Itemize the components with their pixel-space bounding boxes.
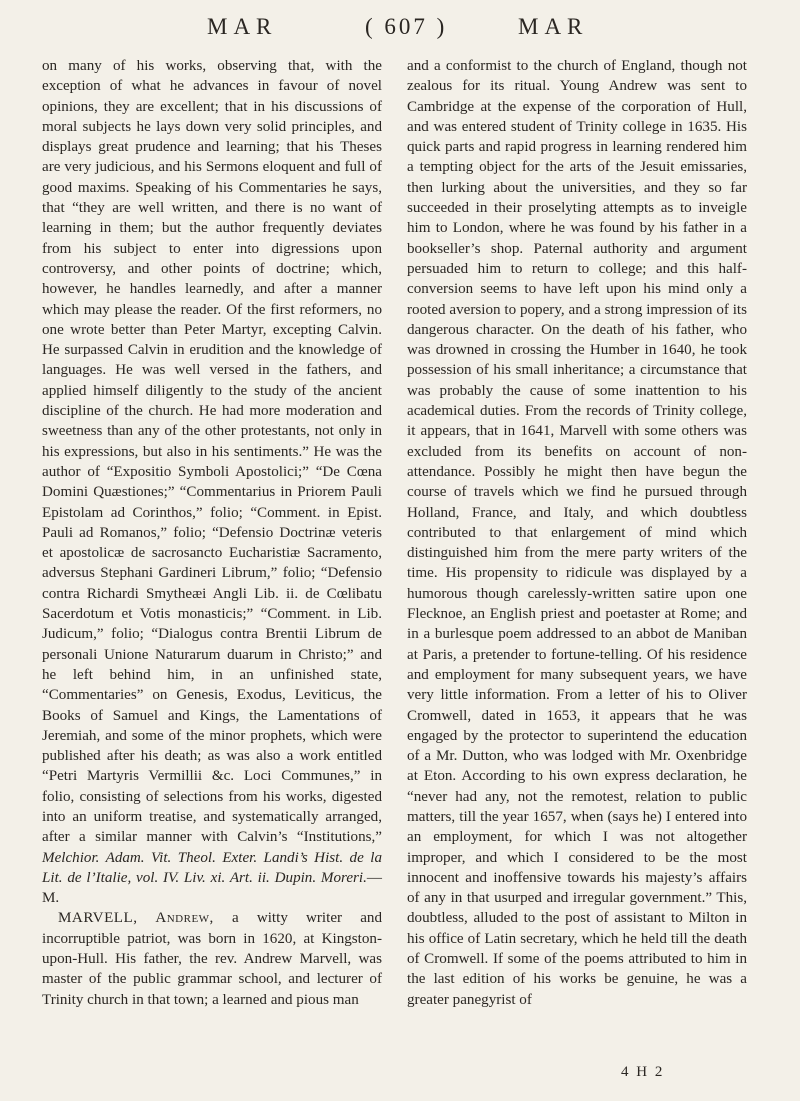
signature-mark: 4 H 2 xyxy=(621,1064,665,1080)
entry-headword: MARVELL, Andrew, xyxy=(58,910,214,927)
left-paragraph-martyr xyxy=(42,56,382,908)
header-left-word: MAR xyxy=(207,14,278,39)
martyr-citation: Melchior. Adam. Vit. Theol. Exter. Landi’s Hist. de la Lit. de l’Italie, vol. IV. Liv. xi. Art. ii. Dupin. Moreri. xyxy=(42,849,382,886)
header-right-word: MAR xyxy=(518,14,589,39)
right-paragraph-marvell: and a conformist to the church of England, though not zealous for its ritual. Young Andrew was sent to Cambridge at the expense of the corporation of Hull, and was entered student of Trinity college in 1635. His quick parts and rapid progress in learning rendered him a tempting object for the arts of the Jesuit emissaries, then lurking about the universities, and they so far succeeded in their proselyting attempts as to inveigle him to London, where he was found by his father in a bookseller’s shop. Paternal authority and argument persuaded him to return to college; and this half-conversion seems to have left upon his mind only a rooted aversion to popery, and a strong impression of its dangerous character. On the death of his father, who was drowned in crossing the Humber in 1640, he took possession of his small inheritance; a circumstance that was probably the cause of some inattention to his academical duties. From the records of Trinity college, it appears, that in 1641, Marvell with some others was excluded from its benefits on account of non-attendance. Possibly he might then have begun the course of travels which we find he pursued through Holland, France, and Italy, and which doubtless contributed to that enlargement of mind which distinguished him from the mere party writers of the time. His propensity to ridicule was displayed by a humorous though carelessly-written satire upon one Flecknoe, an English priest and poetaster at Rome; and in a burlesque poem addressed to an abbot de Maniban at Paris, a pretender to fortune-telling. Of his residence and employment for many subsequent years, we have very little information. From a letter of his to Oliver Cromwell, dated in 1653, it appears that he was engaged by the protector to superintend the education of a Mr. Dutton, who was lodged with Mr. Oxenbridge at Eton. According to his own express declaration, he “never had any, not the remotest, relation to public matters, till the year 1657, when (says he) I entered into an employment, for which I was not altogether improper, and which I considered to be the most innocent and inoffensive towards his majesty’s affairs of any in that usurped and irregular government.” This, doubtless, alluded to the post of assistant to Milton in his office of Latin secretary, which he held till the death of Cromwell. If some of the poems attributed to him in the last edition of his works be genuine, he was a greater panegyrist of xyxy=(407,58,747,1008)
page-number: ( 607 ) xyxy=(365,14,448,39)
martyr-text: on many of his works, observing that, with the exception of what he advances in favour of novel opinions, they are excellent; that in his discussions of moral subjects he lays down very solid principles, and displays great prudence and learning; that his Theses are very judicious, and his Sermons eloquent and full of good maxims. Speaking of his Commentaries he says, that “they are well written, and there is no want of learning in them; but the author frequently deviates from his subject to enter into digressions upon controversy, and other points of doctrine; which, however, he handles learnedly, and after a manner which may please the reader. Of the first reformers, no one wrote better than Peter Martyr, excepting Calvin. He surpassed Calvin in erudition and the knowledge of languages. He was well versed in the fathers, and applied himself diligently to the study of the ancient discipline of the church. He had more moderation and sweetness than any of the other protestants, not only in his expressions, but also in his sentiments.” He was the author of “Expositio Symboli Apostolici;” “De Cœna Domini Quæstiones;” “Commentarius in Priorem Pauli Epistolam ad Corinthos,” folio; “Comment. in Epist. Pauli ad Romanos,” folio; “Defensio Doctrinæ veteris et apostolicæ de sacrosancto Eucharistiæ Sacramento, adversus Stephani Gardineri Librum,” folio; “Defensio contra Richardi Smytheæi Angli Lib. ii. de Cœlibatu Sacerdotum et Votis monasticis;” “Comment. in Lib. Judicum,” folio; “Dialogus contra Brentii Librum de personali Unione Naturarum duarum in Christo;” and he left behind him, in an unfinished state, “Commentaries” on Genesis, Exodus, Leviticus, the Books of Samuel and Kings, the Lamentations of Jeremiah, and some of the minor prophets, which were published after his death; as was also a work entitled “Petri Martyris Vermillii &c. Loci Communes,” in folio, consisting of selections from his works, digested into an uniform treatise, and systematically arranged, after a similar manner with Calvin’s “Institutions,” xyxy=(42,58,382,846)
marvell-intro-text: a witty writer and incorruptible patriot, was born in 1620, at Kingston-upon-Hull. His father, the rev. Andrew Marvell, was master of the public grammar school, and lecturer of Trinity church in that town; a learned and pious man xyxy=(42,910,382,1008)
running-header xyxy=(0,10,800,44)
martyr-citation-end: —M. xyxy=(42,869,382,907)
right-column xyxy=(407,56,747,1010)
left-column xyxy=(42,56,382,1010)
left-paragraph-marvell xyxy=(42,908,382,1009)
